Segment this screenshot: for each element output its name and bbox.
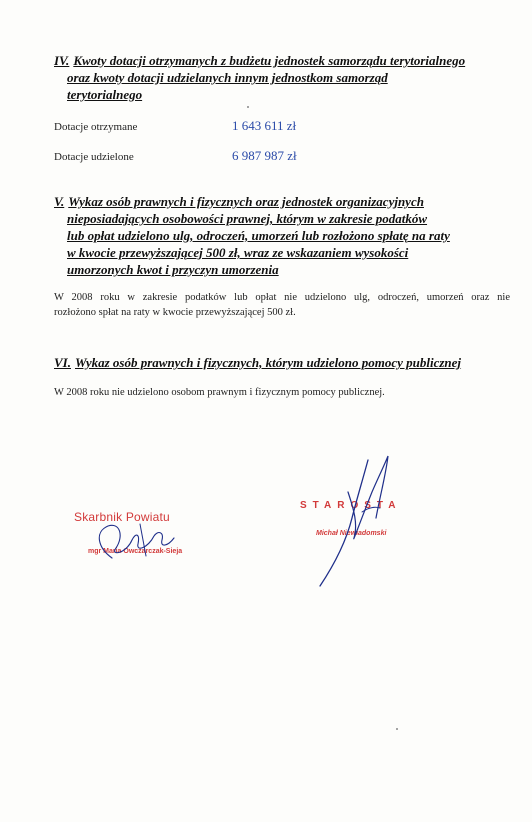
treasurer-stamp-name: mgr Maria Owczarczak-Sieja	[88, 548, 183, 555]
section-v-title-line5: umorzonych kwot i przyczyn umorzenia	[67, 262, 279, 277]
grants-received-label: Dotacje otrzymane	[54, 121, 138, 133]
section-vi-heading	[54, 354, 524, 371]
section-vi-title: Wykaz osób prawnych i fizycznych, którym udzielono pomocy publicznej	[74, 355, 462, 370]
section-vi-number: VI.	[54, 355, 71, 370]
section-v-title-line3: lub opłat udzielono ulg, odroczeń, umorzeń lub rozłożono spłatę na raty	[67, 228, 450, 243]
treasurer-signature	[80, 518, 190, 564]
starosta-signature	[310, 452, 400, 592]
section-v-number: V.	[54, 194, 65, 209]
speck	[396, 728, 398, 730]
section-v-title-line2: nieposiadających osobowości prawnej, którym w zakresie podatków	[67, 211, 428, 226]
starosta-stamp-title: STAROSTA	[300, 500, 402, 511]
treasurer-stamp-title: Skarbnik Powiatu	[74, 510, 170, 524]
grants-given-value: 6 987 987 zł	[232, 148, 297, 163]
section-v-title-line4: w kwocie przewyższającej 500 zł, wraz ze wskazaniem wysokości	[67, 245, 409, 260]
section-iv-title-line3: terytorialnego	[67, 87, 143, 102]
section-v-paragraph	[54, 290, 510, 320]
section-v-paragraph-line2: rozłożono spłat na raty w kwocie przewyższającej 500 zł.	[54, 307, 296, 318]
starosta-stamp-name: Michał Niewiadomski	[316, 530, 387, 537]
section-iv-heading	[54, 52, 514, 103]
section-v-title-line1: Wykaz osób prawnych i fizycznych oraz jednostek organizacyjnych	[68, 194, 424, 209]
section-v-heading	[54, 193, 514, 278]
speck	[247, 106, 249, 108]
grants-received-value: 1 643 611 zł	[232, 118, 297, 133]
section-v-paragraph-line1: W 2008 roku w zakresie podatków lub opłat nie udzielono ulg, odroczeń, umorzeń oraz nie	[54, 292, 510, 303]
section-iv-title-line1: Kwoty dotacji otrzymanych z budżetu jednostek samorządu terytorialnego	[73, 53, 466, 68]
section-iv-title-line2: oraz kwoty dotacji udzielanych innym jednostkom samorząd	[67, 70, 388, 85]
grants-given-label: Dotacje udzielone	[54, 151, 134, 163]
section-vi-paragraph: W 2008 roku nie udzielono osobom prawnym i fizycznym pomocy publicznej.	[54, 387, 385, 398]
section-iv-number: IV.	[54, 53, 70, 68]
